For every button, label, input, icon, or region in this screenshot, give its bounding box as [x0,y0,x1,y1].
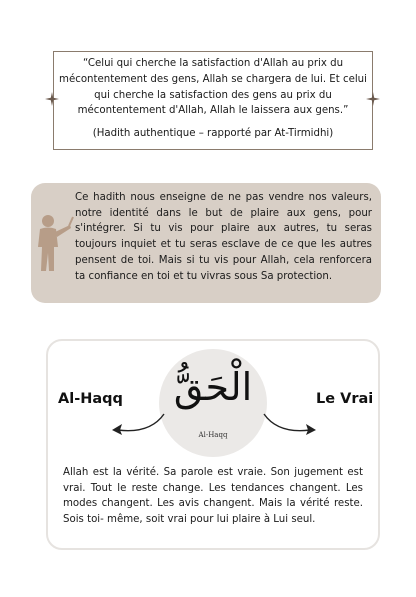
divine-name-description: Allah est la vérité. Sa parole est vraie. Son jugement est vrai. Tout le reste change. Les tendances changent. Les modes changent. Les avis changent. Mais la vérité reste. Sois toi- même, soit vrai pour lui plaire à Lui seul. [63,467,363,526]
circle-caption: Al-Haqq [198,431,228,439]
hadith-source: (Hadith authentique – rapporté par At-Tirmidhi) [92,128,334,139]
curved-arrow-icon [262,410,318,436]
sparkle-icon [45,92,59,106]
transliteration-label: Al-Haqq [58,391,123,407]
arabic-name: الْحَقُّ [173,365,253,409]
hadith-quote-box [53,51,373,150]
translation-label: Le Vrai [316,391,374,407]
explanation-card [31,183,381,303]
sparkle-icon [366,92,380,106]
divine-name-circle [159,349,267,457]
teacher-icon [36,213,74,273]
explanation-text: Ce hadith nous enseigne de ne pas vendre nos valeurs, notre identité dans le but de plaire aux gens, pour s'intégrer. Si tu vis pour plaire aux autres, tu seras toujours inquiet et tu seras esclave de ce que les autres pensent de toi. Mais si tu vis pour Allah, cela renforcera ta confiance en toi et tu vivras sous Sa protection. [75,192,372,282]
hadith-text: “Celui qui cherche la satisfaction d'Allah au prix du mécontentement des gens, Allah se chargera de lui. Et celui qui cherche la satisfaction des gens au prix du mécontentement d'Allah, Allah le laissera aux gens.” [59,58,367,117]
curved-arrow-icon [110,410,166,436]
